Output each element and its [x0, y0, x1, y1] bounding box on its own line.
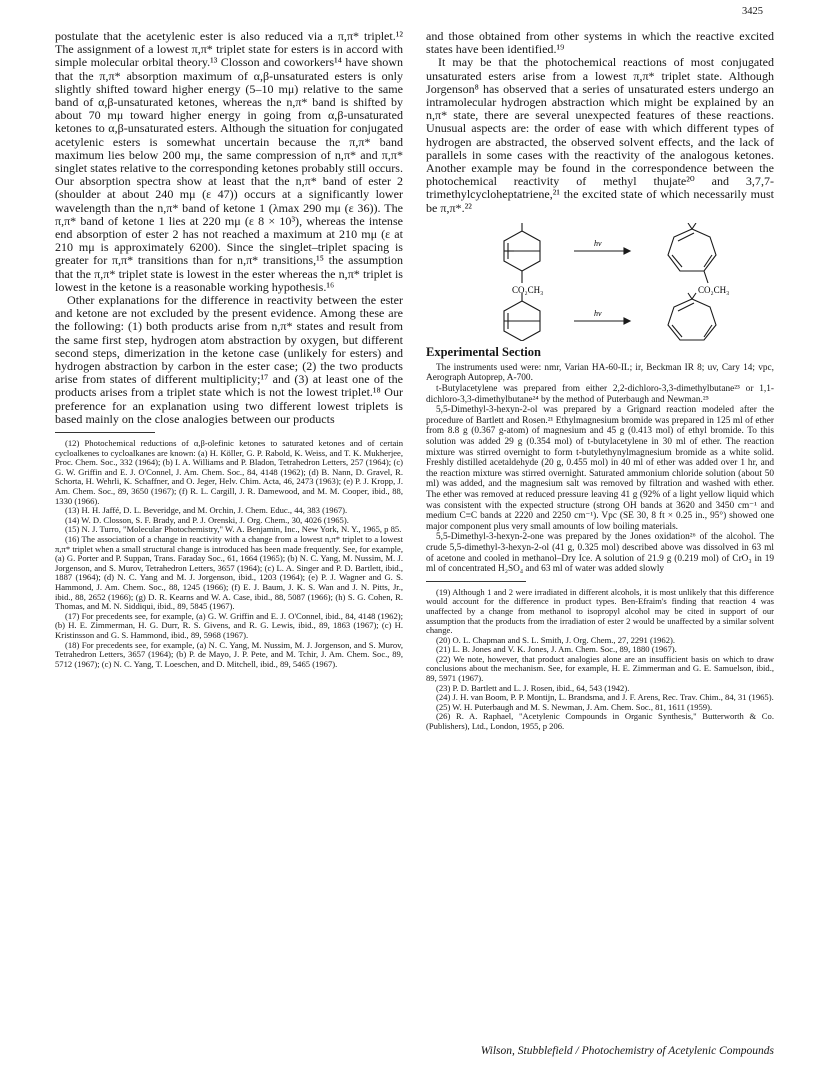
left-column — [55, 30, 403, 669]
substituent-label-right: CO₂CH₃ — [698, 284, 730, 295]
right-references — [426, 588, 774, 732]
page-number: 3425 — [742, 6, 763, 17]
cycloheptatriene-ester-structure — [668, 223, 716, 283]
reference-23: (23) P. D. Bartlett and L. J. Rosen, ibid., 64, 543 (1942). — [436, 682, 630, 693]
section-title: Experimental Section — [426, 344, 541, 359]
substituent-label-left: CO₂CH₃ — [512, 284, 544, 295]
reference-15: (15) N. J. Turro, "Molecular Photochemistry," W. A. Benjamin, Inc., New York, N. Y., 1965, p 85. — [65, 524, 402, 535]
left-paragraph-2: Other explanations for the difference in reactivity between the ester and ketone are not excluded by the present evidence. Among these are the following: (1) both products arise from n,π* states and result from the same first step, hydrogen atom abstraction by oxygen, but different second steps, dimerization in the ketone case (unlikely for esters) and hydrogen abstraction by carbon in the ester case; (2) the two products arise from states of different multiplicity;¹⁷ and (3) at least one of the products arises from a triplet state which is not the lowest triplet.¹⁸ Our preference for an explanation using two different lowest triplets is based mainly on the close analogies between our products — [55, 293, 403, 426]
right-paragraph-1: and those obtained from other systems in which the reactive excited states have been identified.¹⁹ — [426, 29, 774, 57]
reference-25: (25) W. H. Puterbaugh and M. S. Newman, J. Am. Chem. Soc., 81, 1611 (1959). — [436, 701, 713, 712]
experimental-paragraph-3: 5,5-Dimethyl-3-hexyn-2-ol was prepared by a Grignard reaction modeled after the procedure of Bartlett and Rosen.²¹ Ethylmagnesium bromide was prepared in 125 ml of ether from 8.8 g (0.367 g-atom) of magnesium and 45 g (0.413 mol) of ethyl bromide. To this solution was added 29 g (0.354 mol) of t-butylacetylene in 30 ml of ether. The reaction mixture was stirred overnight to form t-butylethynylmagnesium bromide as a white solid. Freshly distilled acetaldehyde (20 g, 0.455 mol) in 40 ml of ether was added over 1 hr, and the reaction mixture was stirred overnight. Saturated ammonium chloride solution (about 50 ml) was added, and the magnesium salt was removed by filtration and washed with ether. The ether was removed at reduced pressure leaving 41 g (92% of a light yellow liquid which was consistent with the expected structure (strong OH bands at 3620 and 3450 cm⁻¹ and medium C≡C bands at 2220 and 2250 cm⁻¹). Vpc (SE 30, 8 ft × 0.25 in., 95°) showed one major component plus very small amounts of low boiling materials. — [426, 405, 774, 532]
right-paragraph-2: It may be that the photochemical reactions of most conjugated unsaturated esters arise from a lowest π,π* triplet state. Although Jorgenson⁸ has observed that a series of unsaturated esters undergo an intramolecular hydrogen abstraction which might be explained by an n,π* state, there are several unexpected features of these reactions. Unusual aspects are: the order of ease with which different types of hydrogen are abstracted, the observed solvent effects, and the lack of parallels in some cases with the reactivity of the analogous ketones. Another example may be found in the correspondence between the photochemical reactivity of methyl thujate²⁰ and 3,7,7-trimethylcycloheptatriene,²¹ the excited state of which necessarily must be π,π*.²² — [426, 55, 774, 215]
experimental-paragraph-4: 5,5-Dimethyl-3-hexyn-2-one was prepared by the Jones oxidation²⁶ of the alcohol. The crude 5,5-dimethyl-3-hexyn-2-ol (41 g, 0.325 mol) described above was dissolved in 63 ml of acetone and cooled in methanol–Dry Ice. A solution of 21.9 g (0.219 mol) of CrO₃ in 19 ml of concentrated H₂SO₄ and 63 ml of water was added slowly — [426, 532, 774, 575]
reference-24: (24) J. H. van Boom, P. P. Montijn, L. Brandsma, and J. F. Arens, Rec. Trav. Chim., 84, 31 (1965). — [436, 692, 774, 703]
reference-17: (17) For precedents see, for example, (a) G. W. Griffin and E. J. O'Connel, ibid., 84, 4148 (1962); (b) H. E. Zimmerman, H. G. Durr, R. S. Givens, and R. G. Lewis, ibid., 89, 1863 (1967); (c) H. Kristinsson and G. S. Hammond, ibid., 89, 5968 (1967). — [55, 610, 403, 640]
reaction-scheme-drawing — [426, 223, 774, 341]
reference-19: (19) Although 1 and 2 were irradiated in different alcohols, it is most unlikely that this difference would account for the difference in product types. Ben-Efraim's finding that reaction 4 was unaffected by a change from methanol to isopropyl alcohol may be cited in support of our assumption that the products from the irradiation of ester 2 would be unaffected by a similar solvent change. — [426, 586, 774, 636]
running-footer: Wilson, Stubblefield / Photochemistry of Acetylenic Compounds — [480, 1045, 774, 1057]
arrow-label-bottom: hν — [594, 308, 602, 318]
right-body — [426, 30, 774, 215]
left-paragraph-1: postulate that the acetylenic ester is also reduced via a π,π* triplet.¹² The assignment of a lowest π,π* triplet state for esters is in accord with simple molecular orbital theory.¹³ Closson and coworkers¹⁴ have shown that the π,π* absorption maximum of α,β-unsaturated esters is only slightly shifted toward higher energy (5–10 mμ) relative to the same band of α,β-unsaturated ketones, whereas the n,π* band is shifted by about 70 mμ toward higher energy in going from α,β-unsaturated ketones to α,β-unsaturated esters. Although the situation for conjugated acetylenic esters is somewhat uncertain because the π,π* band maximum lies below 200 mμ, the same compression of n,π* and π,π* singlet states relative to the corresponding ketones probably still occurs. Our absorption spectra show at least that the n,π* band of ester 2 (shoulder at about 240 mμ (ε 47)) occurs at a significantly lower wavelength than the n,π* band of ketone 1 (λmax 290 mμ (ε 36)). The π,π* band of ketone 1 lies at 220 mμ (ε 8 × 10³), whereas the intense end absorption of ester 2 has not reached a maximum at 210 mμ (ε at 210 mμ is approximately 6200). Since the singlet–triplet spacing is greater for π,π* transitions than for n,π* transitions,¹⁵ the assumption that the π,π* triplet state is lowest in the ester whereas the n,π* triplet is lowest in the ketone is a reasonable working hypothesis.¹⁶ — [55, 29, 403, 294]
left-body — [55, 30, 403, 426]
reference-26: (26) R. A. Raphael, "Acetylenic Compounds in Organic Synthesis," Butterworth & Co. (Publishers), Ltd., London, 1955, p 206. — [426, 711, 774, 732]
thujate-structure — [504, 223, 540, 283]
arrow-label-top: hν — [594, 238, 602, 248]
bicyclic-hydrocarbon-structure — [504, 293, 540, 341]
left-references — [55, 439, 403, 669]
experimental-text — [426, 363, 774, 575]
reference-12: (12) Photochemical reductions of α,β-olefinic ketones to saturated ketones and of certain cycloalkenes to cycloalkanes are known: (a) H. Köller, G. P. Rabold, K. Weiss, and T. K. Mukherjee, Proc. Chem. Soc., 332 (1964); (b) I. A. Williams and P. Bladon, Tetrahedron Letters, 257 (1964); (c) G. W. Griffin and E. J. O'Connel, J. Am. Chem. Soc., 84, 4148 (1962); (d) B. Nann, D. Gravel, R. Schorta, H. Wehrli, K. Schaffner, and O. Jeger, Helv. Chim. Acta, 46, 2473 (1963); (e) P. J. Kropp, J. Am. Chem. Soc., 89, 3650 (1967); (f) R. L. Cargill, J. R. Damewood, and M. M. Cooper, ibid., 88, 1330 (1966). — [55, 438, 403, 506]
footnote-divider — [55, 432, 155, 433]
footnote-divider-right — [426, 581, 526, 582]
reference-16: (16) The association of a change in reactivity with a change from a lowest n,π* triplet to a lowest π,π* triplet when a small structural change is introduced has been made frequently. See, for example, (a) G. Porter and P. Suppan, Trans. Faraday Soc., 61, 1664 (1965); (b) N. C. Yang, M. Nussim, M. J. Jorgenson, and S. Murov, Tetrahedron Letters, 3657 (1964); (c) L. A. Singer and P. D. Bartlett, ibid., 1887 (1964); (d) N. C. Yang and M. J. Jorgenson, ibid., 1203 (1964); (e) P. J. Wagner and G. S. Hammond, J. Am. Chem. Soc., 88, 1245 (1966); (f) E. J. Baum, J. K. S. Wan and J. N. Pitts, Jr., ibid., 88, 2652 (1966); (g) D. R. Kearns and W. A. Case, ibid., 88, 5087 (1966); (h) S. G. Cohen, R. Thomas, and M. N. Siddiqui, ibid., 89, 5845 (1967). — [55, 534, 403, 612]
reference-14: (14) W. D. Closson, S. F. Brady, and P. J. Orenski, J. Org. Chem., 30, 4026 (1965). — [65, 514, 349, 525]
trimethylcycloheptatriene-structure — [668, 293, 716, 340]
reference-20: (20) O. L. Chapman and S. L. Smith, J. Org. Chem., 27, 2291 (1962). — [436, 634, 676, 645]
reference-21: (21) L. B. Jones and V. K. Jones, J. Am. Chem. Soc., 89, 1880 (1967). — [436, 644, 677, 655]
reaction-scheme — [426, 223, 774, 341]
right-column — [426, 30, 774, 732]
experimental-paragraph-1: The instruments used were: nmr, Varian HA-60-IL; ir, Beckman IR 8; uv, Cary 14; vpc, Aerograph Autoprep, A-700. — [426, 362, 774, 384]
reference-13: (13) H. H. Jaffé, D. L. Beveridge, and M. Orchin, J. Chem. Educ., 44, 383 (1967). — [65, 505, 348, 516]
reference-22: (22) We note, however, that product analogies alone are an insufficient basis on which to draw conclusions about the mechanism. See, for example, H. E. Zimmerman and G. E. Samuelson, ibid., 89, 5971 (1967). — [426, 653, 774, 684]
reference-18: (18) For precedents see, for example, (a) N. C. Yang, M. Nussim, M. J. Jorgenson, and S. Murov, Tetrahedron Letters, 3657 (1964); (b) P. de Mayo, J. P. Pete, and M. Tchir, J. Am. Chem. Soc., 89, 5712 (1967); (c) N. C. Yang, T. Loeschen, and D. Mitchell, ibid., 89, 5465 (1967). — [55, 639, 403, 669]
experimental-paragraph-2: t-Butylacetylene was prepared from either 2,2-dichloro-3,3-dimethylbutane²³ or 1,1-dichloro-3,3-dimethylbutane²⁴ by the method of Puterbaugh and Newman.²⁵ — [426, 384, 774, 405]
